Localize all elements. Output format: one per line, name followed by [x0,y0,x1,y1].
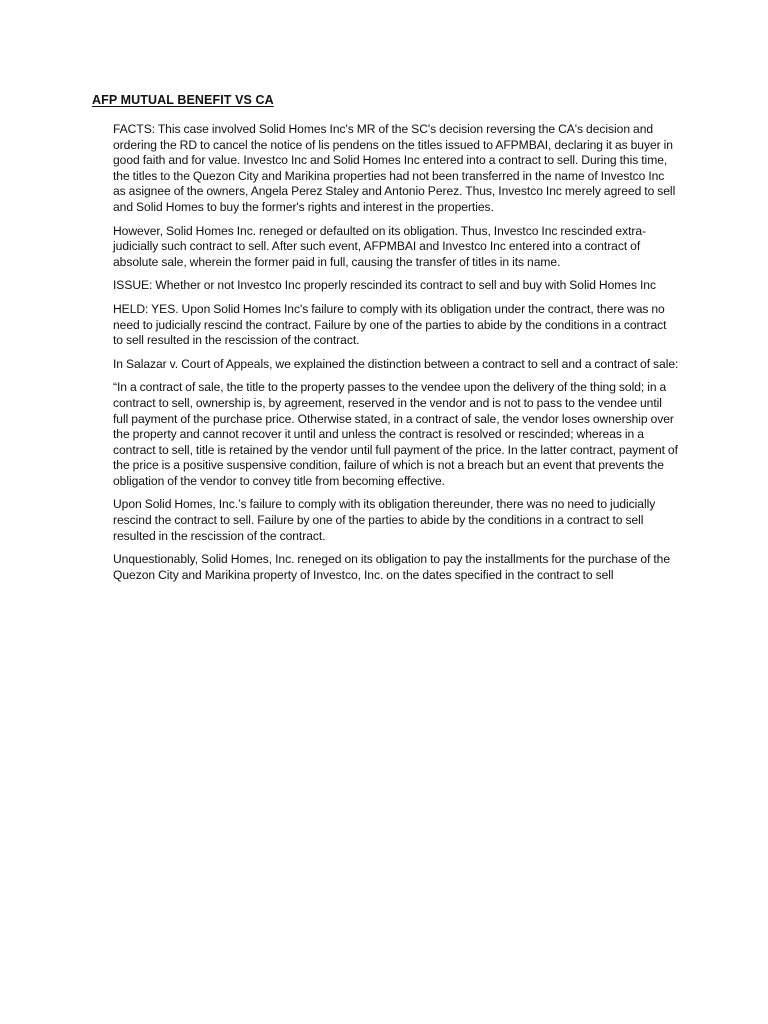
held-paragraph: HELD: YES. Upon Solid Homes Inc's failure to comply with its obligation under the contract, there was no need to judicially rescind the contract. Failure by one of the parties to abide by the conditions in a contract to sell resulted in the rescission of the contract. [113,301,667,348]
reneged-obligation-paragraph: Unquestionably, Solid Homes, Inc. reneged on its obligation to pay the installments for the purchase of the Quezon City and Marikina property of Investco, Inc. on the dates specified in the contract to sell [113,552,671,582]
facts-paragraph: FACTS: This case involved Solid Homes Inc's MR of the SC's decision reversing the CA's decision and ordering the RD to cancel the notice of lis pendens on the titles issued to AFPMBAI, declaring it as buyer in good faith and for value. Investco Inc and Solid Homes Inc entered into a contract to sell. During this time, the titles to the Quezon City and Marikina properties had not been transferred in the name of Investco Inc as asignee of the owners, Angela Perez Staley and Antonio Perez. Thus, Investco Inc merely agreed to sell and Solid Homes to buy the former's rights and interest in the properties. [113,122,676,214]
document-title: AFP MUTUAL BENEFIT VS CA [92,93,274,107]
document-body [113,122,679,591]
salazar-paragraph: In Salazar v. Court of Appeals, we explained the distinction between a contract to sell and a contract of sale: [113,356,679,371]
rescission-paragraph: However, Solid Homes Inc. reneged or defaulted on its obligation. Thus, Investco Inc rescinded extra-judicially such contract to sell. After such event, AFPMBAI and Investco Inc entered into a contract of absolute sale, wherein the former paid in full, causing the transfer of titles in its name. [113,223,647,269]
no-judicial-rescission-paragraph: Upon Solid Homes, Inc.’s failure to comply with its obligation thereunder, there was no need to judicially rescind the contract to sell. Failure by one of the parties to abide by the conditions in a contract to sell resulted in the rescission of the contract. [113,497,656,543]
quotation-paragraph: “In a contract of sale, the title to the property passes to the vendee upon the delivery of the thing sold; in a contract to sell, ownership is, by agreement, reserved in the vendor and is not to pass to the vendee until full payment of the purchase price. Otherwise stated, in a contract of sale, the vendor loses ownership over the property and cannot recover it until and unless the contract is resolved or rescinded; whereas in a contract to sell, title is retained by the vendor until full payment of the price. In the latter contract, payment of the price is a positive suspensive condition, failure of which is not a breach but an event that prevents the obligation of the vendor to convey title from becoming effective. [113,380,678,488]
issue-paragraph: ISSUE: Whether or not Investco Inc properly rescinded its contract to sell and buy with Solid Homes Inc [113,278,656,293]
